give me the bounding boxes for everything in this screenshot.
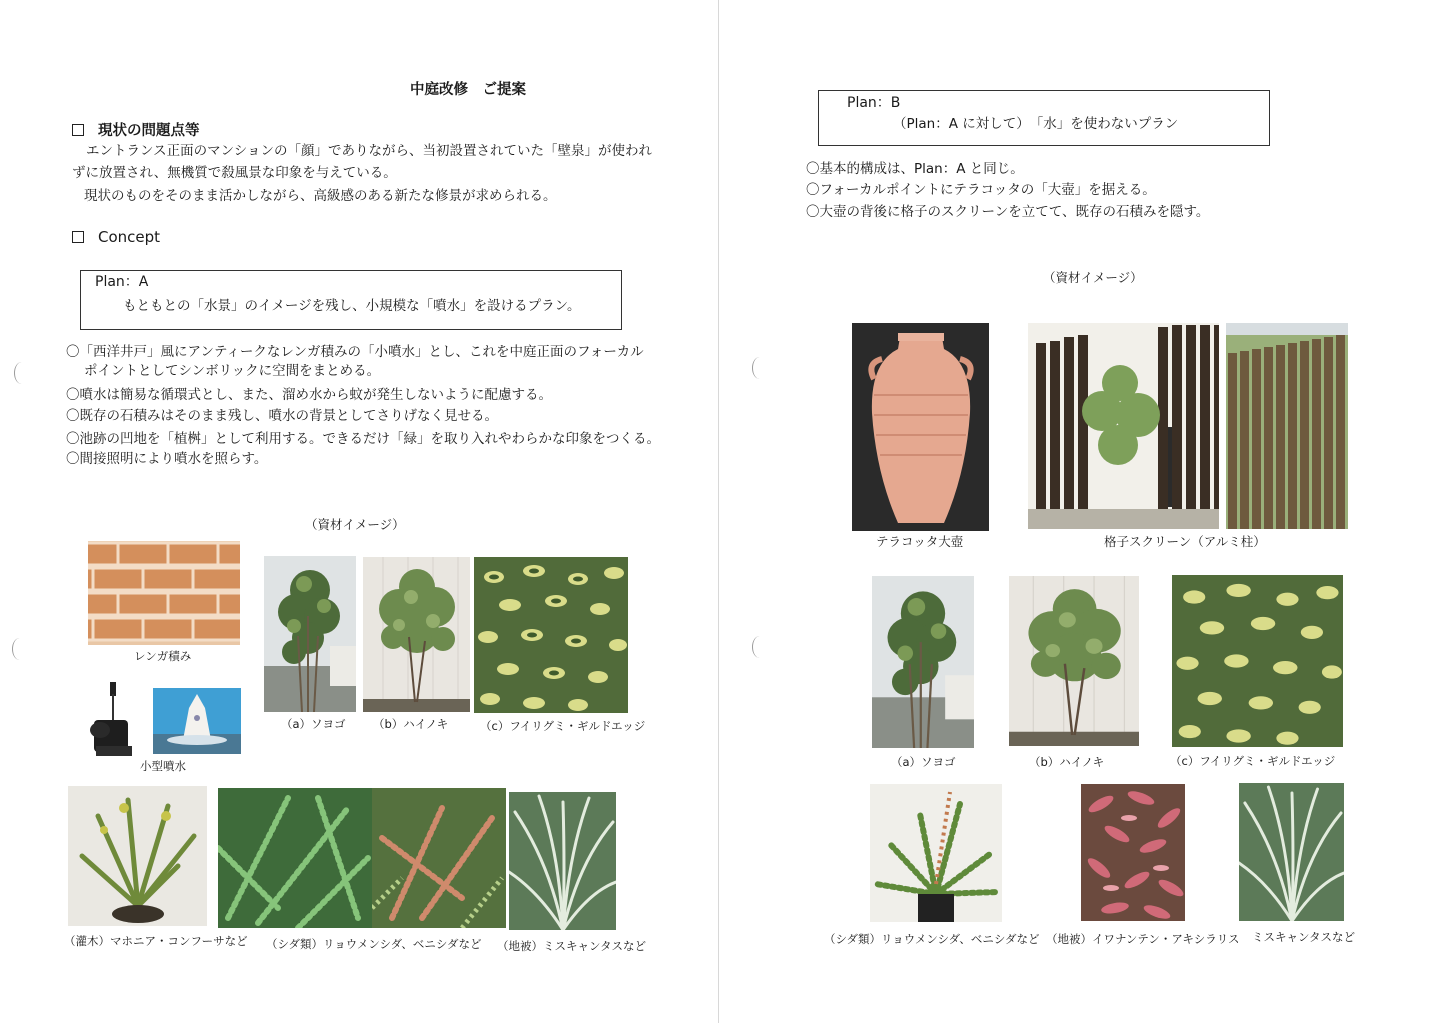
plan-a-box [80, 270, 622, 330]
terracotta-pot-photo [852, 323, 989, 531]
issue-line: ずに放置され、無機質で殺風景な印象を与えている。 [72, 165, 397, 181]
fountain-pump-photo [88, 680, 138, 762]
fern-red-photo [372, 788, 506, 928]
soyogo-tree-photo [264, 556, 356, 712]
bullet-item: 〇大壺の背後に格子のスクリーンを立てて、既存の石積みを隠す。 [806, 204, 1210, 220]
caption-hainoki: （b）ハイノキ [1029, 755, 1105, 769]
caption-fuirigumi: （c）フイリグミ・ギルドエッジ [480, 719, 646, 733]
caption-brick: レンガ積み [134, 649, 192, 663]
materials-title: （資材イメージ） [305, 517, 405, 532]
fuirigumi-shrub-photo [1172, 575, 1343, 747]
fern-green-photo [218, 788, 372, 928]
bullet-item: 〇既存の石積みはそのまま残し、噴水の背景としてさりげなく見せる。 [66, 408, 498, 424]
brick-wall-photo [88, 541, 240, 645]
plan-a-description: もともとの「水景」のイメージを残し、小規模な「噴水」を設けるプラン。 [123, 298, 581, 314]
materials-title: （資材イメージ） [1043, 270, 1143, 285]
bullet-item: 〇「西洋井戸」風にアンティークなレンガ積みの「小噴水」とし、これを中庭正面のフォーカル [66, 344, 644, 360]
iwanante-photo [1081, 784, 1185, 921]
plan-b-title: Plan：B [847, 95, 901, 111]
caption-ground-cover: （地被）ミスキャンタスなど [497, 939, 647, 953]
section-heading-issues [72, 119, 200, 140]
miscanthus-photo [509, 792, 616, 930]
bullet-item: 〇噴水は簡易な循環式とし、また、溜め水から蚊が発生しないように配慮する。 [66, 387, 552, 403]
hainoki-tree-photo [363, 557, 470, 712]
soyogo-tree-photo [872, 576, 974, 748]
punch-hole [752, 357, 767, 379]
caption-soyogo: （a）ソヨゴ [891, 755, 956, 769]
page-divider [718, 0, 719, 1023]
caption-ground-cover: （地被）イワナンテン・アキシラリス [1046, 932, 1240, 946]
plan-b-description: （Plan：A に対して） 「水」を使わないプラン [893, 116, 1179, 132]
bullet-item: 〇基本的構成は、Plan：A と同じ。 [806, 161, 1024, 177]
caption-fern: （シダ類）リョウメンシダ、ベニシダなど [266, 937, 482, 951]
checkbox-square-icon [72, 231, 84, 243]
punch-hole [12, 638, 27, 660]
caption-terracotta-pot: テラコッタ大壺 [876, 534, 964, 549]
section-heading-concept [72, 228, 160, 246]
caption-fuirigumi: （c）フイリグミ・ギルドエッジ [1170, 754, 1336, 768]
issue-line: エントランス正面のマンションの「顔」でありながら、当初設置されていた「壁泉」が使われ [86, 143, 652, 159]
bullet-item: 〇池跡の凹地を「植桝」として利用する。できるだけ「緑」を取り入れやわらかな印象をつくる。 [66, 431, 660, 447]
caption-soyogo: （a）ソヨゴ [281, 717, 346, 731]
punch-hole [14, 362, 29, 384]
miscanthus-photo [1239, 783, 1344, 921]
fuirigumi-shrub-photo [474, 557, 628, 713]
bullet-item: ポイントとしてシンボリックに空間をまとめる。 [84, 363, 381, 379]
section-heading-concept-label: Concept [98, 228, 161, 246]
small-fountain-photo [153, 688, 241, 754]
bullet-item: 〇フォーカルポイントにテラコッタの「大壺」を据える。 [806, 182, 1156, 198]
plan-b-box [818, 90, 1270, 146]
hainoki-tree-photo [1009, 576, 1139, 746]
plan-a-title: Plan：A [95, 274, 149, 290]
bullet-item: 〇間接照明により噴水を照らす。 [66, 451, 268, 467]
document-title: 中庭改修 ご提案 [410, 82, 526, 98]
caption-fern: （シダ類）リョウメンシダ、ベニシダなど [824, 932, 1040, 946]
caption-lattice-screen: 格子スクリーン（アルミ柱） [1104, 534, 1266, 549]
fern-pot-photo [870, 784, 1002, 922]
caption-shrub: （灌木）マホニア・コンフーサなど [64, 934, 248, 948]
mahonia-shrub-photo [68, 786, 207, 926]
issue-line: 現状のものをそのまま活かしながら、高級感のある新たな修景が求められる。 [84, 188, 557, 204]
punch-hole [752, 636, 767, 658]
caption-fountain: 小型噴水 [140, 759, 186, 773]
aluminum-slat-screen-photo [1226, 323, 1348, 529]
lattice-screen-photo [1028, 323, 1219, 529]
caption-miscanthus: ミスキャンタスなど [1252, 930, 1356, 944]
caption-hainoki: （b）ハイノキ [373, 717, 449, 731]
checkbox-square-icon [72, 124, 84, 136]
section-heading-issues-label: 現状の問題点等 [98, 123, 200, 139]
